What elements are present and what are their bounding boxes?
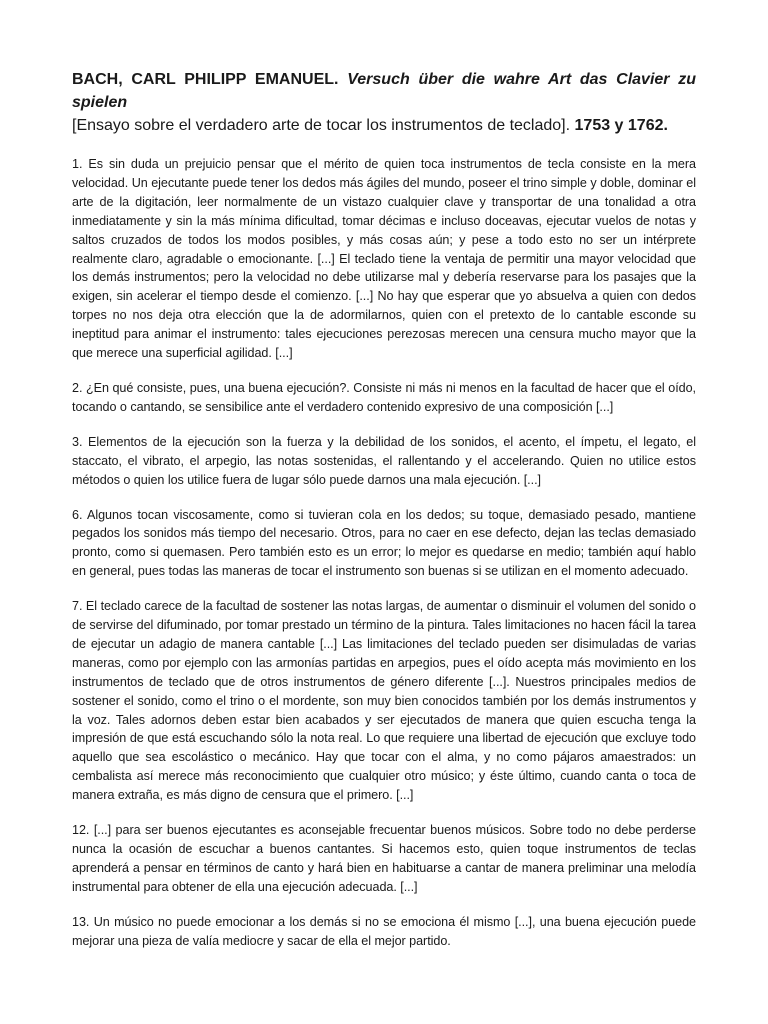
paragraph-13: 13. Un músico no puede emocionar a los demás si no se emociona él mismo [...], una buena ejecución puede mejorar una pieza de valía mediocre y sacar de ella el mejor partido. bbox=[72, 914, 696, 948]
paragraph-12: 12. [...] para ser buenos ejecutantes es aconsejable frecuentar buenos músicos. Sobre todo no debe perderse nunca la ocasión de escuchar a buenos cantantes. Si hacemos esto, quien toque instrumentos de teclas aprenderá a pensar en términos de canto y hará bien en habituarse a cantar de manera preliminar una melodía instrumental para obtener de ella una ejecución adecuada. [...] bbox=[72, 823, 696, 894]
work-title: Versuch über die wahre Art das Clavier zu spielen bbox=[72, 71, 696, 111]
author-name: BACH, CARL PHILIPP EMANUEL. bbox=[72, 71, 339, 88]
paragraph-2: 2. ¿En qué consiste, pues, una buena ejecución?. Consiste ni más ni menos en la facultad de hacer que el oído, tocando o cantando, se sensibilice ante el verdadero contenido expresivo de una composición [...] bbox=[72, 380, 696, 414]
publication-years: 1753 y 1762. bbox=[574, 117, 668, 134]
paragraph-1: 1. Es sin duda un prejuicio pensar que el mérito de quien toca instrumentos de tecla consiste en la mera velocidad. Un ejecutante puede tener los dedos más ágiles del mundo, poseer el trino simple y doble, dominar el arte de la digitación, leer normalmente de un vistazo cualquier clave y transportar de una tonalidad a otra inmediatamente y sin la más mínima dificultad, tomar décimas e incluso doceavas, ejecutar vuelos de notas y saltos cruzados de todos los modos posibles, y más cosas aún; y pese a todo esto no ser un intérprete realmente claro, agradable o emocionante. [...] El teclado tiene la ventaja de permitir una mayor velocidad que los demás instrumentos; pero la velocidad no debe utilizarse mal y debería reservarse para los pasajes que la exigen, sin acelerar el tiempo desde el comienzo. [...] No hay que esperar que yo absuelva a quien con dedos torpes no nos deja otra elección que la de adormilarnos, quien con el pretexto de lo cantable esconde su ineptitud para animar el instrumento: tales ejecuciones perezosas merecen una censura mucho mayor que la que merece una superficial agilidad. [...] bbox=[72, 157, 696, 361]
paragraph-6: 6. Algunos tocan viscosamente, como si tuvieran cola en los dedos; su toque, demasiado pesado, mantiene pegados los sonidos más tiempo del necesario. Otros, para no caer en ese defecto, dejan las teclas demasiado pronto, como si quemasen. Pero también esto es un error; lo mejor es quedarse en medio; también aquí hablo en general, pues todas las maneras de tocar el instrumento son buenas si se utilizan en el momento adecuado. bbox=[72, 507, 696, 579]
paragraph-3: 3. Elementos de la ejecución son la fuerza y la debilidad de los sonidos, el acento, el ímpetu, el legato, el staccato, el vibrato, el arpegio, las notas sostenidas, el rallentando y el accelerando. Quien no utilice estos métodos o quien los utilice fuera de lugar sólo puede darnos una mala ejecución. [...] bbox=[72, 434, 696, 487]
title-translation: [Ensayo sobre el verdadero arte de tocar los instrumentos de teclado]. bbox=[72, 117, 571, 134]
document-header bbox=[72, 68, 696, 137]
document-page bbox=[72, 68, 696, 967]
paragraph-7: 7. El teclado carece de la facultad de sostener las notas largas, de aumentar o disminuir el volumen del sonido o de servirse del difuminado, por tomar prestado un término de la pintura. Tales limitaciones no hacen fácil la tarea de ejecutar un adagio de manera cantable [...] Las limitaciones del teclado pueden ser disimuladas de varias maneras, como por ejemplo con las armonías partidas en arpegios, pues el oído acepta más movimiento en los instrumentos de teclado que de otros instrumentos de género diferente [...]. Nuestros principales medios de sostener el sonido, como el trino o el mordente, son muy bien conocidos también por los demás instrumentos y la voz. Tales adornos deben estar bien acabados y ser ejecutados de manera que quien escucha tenga la impresión de que está escuchando sólo la nota real. Lo que requiere una libertad de ejecución que excluye todo aquello que sea escolástico o mecánico. Hay que tocar con el alma, y no como pájaros amaestrados: un cembalista así merece más reconocimiento que cualquier otro músico; y éste último, cuando canta o toca de manera extraña, es más digno de censura que el primero. [...] bbox=[72, 599, 696, 803]
